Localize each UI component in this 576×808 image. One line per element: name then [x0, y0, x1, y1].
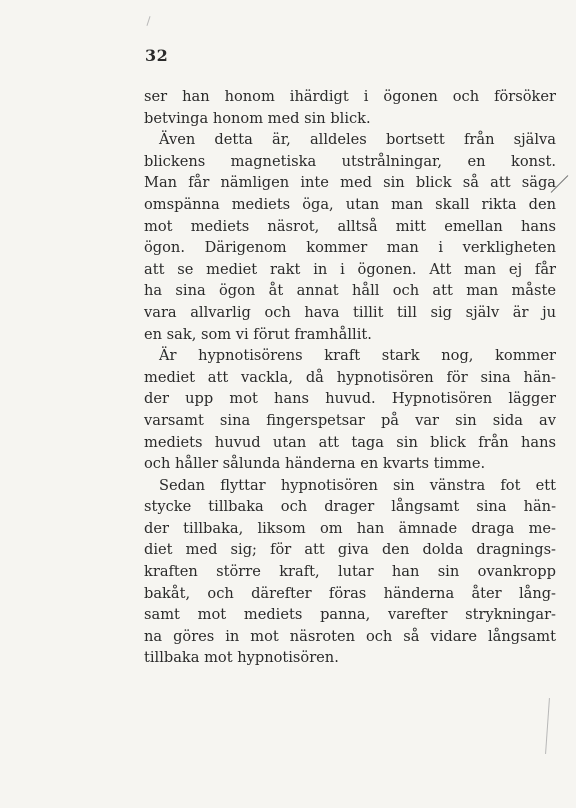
text-line: Sedan flyttar hypnotisören sin vänstra fot ett: [159, 476, 556, 494]
text-line: diet med sig; för att giva den dolda dragnings-: [144, 541, 556, 559]
text-line: blickens magnetiska utstrålningar, en konst.: [144, 152, 556, 170]
text-line: betvinga honom med sin blick.: [144, 109, 371, 127]
text-line: tillbaka mot hypnotisören.: [144, 649, 339, 667]
text-line: ser han honom ihärdigt i ögonen och försöker: [144, 88, 556, 105]
text-line: ögon. Därigenom kommer man i verkligheten: [144, 239, 556, 257]
text-line: varsamt sina fingerspetsar på var sin sida av: [144, 411, 556, 429]
scan-streak: [545, 698, 550, 754]
text-line: bakåt, och därefter föras händerna åter lång-: [144, 584, 556, 602]
text-line: en sak, som vi förut framhållit.: [144, 325, 372, 343]
text-line: mot mediets näsrot, alltså mitt emellan hans: [144, 217, 556, 235]
scan-speck: [146, 16, 150, 26]
text-line: samt mot mediets panna, varefter strykningar-: [144, 606, 556, 624]
text-line: Är hypnotisörens kraft stark nog, kommer: [159, 347, 556, 365]
page-number: 32: [145, 46, 169, 65]
text-line: kraften större kraft, lutar han sin ovankropp: [144, 563, 556, 581]
text-line: vara allvarlig och hava tillit till sig själv är ju: [144, 303, 556, 321]
text-line: omspänna mediets öga, utan man skall rikta den: [144, 195, 556, 213]
text-line: Man får nämligen inte med sin blick så att säga: [144, 174, 556, 192]
text-line: och håller sålunda händerna en kvarts timme.: [144, 455, 486, 473]
text-line: ha sina ögon åt annat håll och att man måste: [144, 282, 556, 300]
body-text: [144, 86, 556, 669]
text-line: mediets huvud utan att taga sin blick från hans: [144, 433, 556, 451]
text-line: stycke tillbaka och drager långsamt sina hän-: [144, 498, 556, 516]
text-line: der tillbaka, liksom om han ämnade draga me-: [144, 519, 556, 537]
text-line: Även detta är, alldeles bortsett från själva: [159, 131, 556, 149]
text-line: att se mediet rakt in i ögonen. Att man ej får: [144, 260, 556, 278]
text-line: der upp mot hans huvud. Hypnotisören lägger: [144, 390, 556, 408]
text-line: mediet att vackla, då hypnotisören för sina hän-: [144, 368, 556, 386]
text-line: na göres in mot näsroten och så vidare långsamt: [144, 627, 556, 645]
